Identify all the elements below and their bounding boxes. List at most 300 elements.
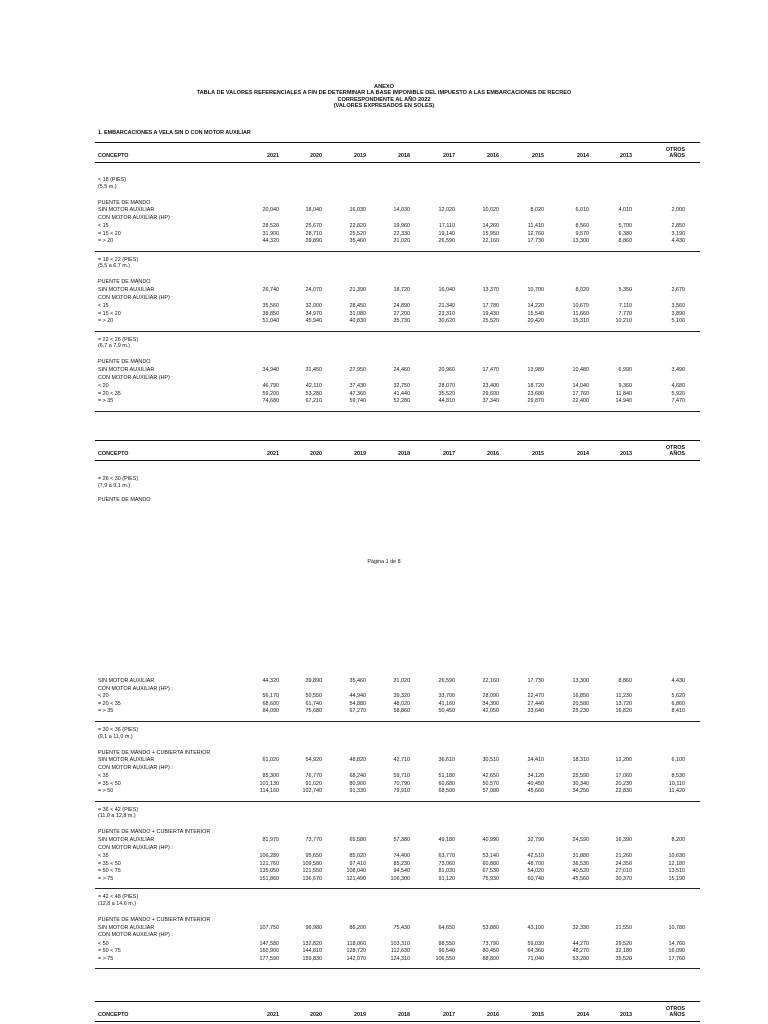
- row-label: = > 75: [98, 875, 114, 882]
- horizontal-rule: [95, 460, 700, 461]
- table-cell: 51,040: [262, 318, 279, 325]
- table-cell: 2,670: [671, 287, 685, 293]
- table-cell: 17,730: [527, 238, 544, 245]
- table-cell: 27,440: [527, 700, 544, 707]
- table-cell: 13,370: [482, 287, 499, 293]
- table-cell: 34,970: [305, 310, 322, 317]
- otros-header-2: AÑOS: [669, 451, 685, 457]
- row-label: = > 50: [98, 788, 114, 795]
- table-cell: 16,820: [615, 708, 632, 715]
- table-cell: 6,990: [618, 366, 632, 373]
- year-header: 2017: [443, 451, 455, 457]
- table-cell: 17,110: [438, 223, 455, 230]
- table-cell: 102,740: [302, 788, 322, 795]
- table-cell: 121,550: [302, 868, 322, 875]
- otros-header-1: OTROS: [665, 1006, 685, 1012]
- table-cell: 13,720: [615, 700, 632, 707]
- table-cell: 9,570: [575, 230, 589, 237]
- table-cell: 101,130: [259, 780, 279, 787]
- table-cell: 25,520: [482, 318, 499, 325]
- table-cell: 88,800: [482, 955, 499, 962]
- table-cell: 10,700: [527, 287, 544, 293]
- table-cell: 7,770: [618, 310, 632, 317]
- table-cell: 10,020: [482, 207, 499, 214]
- table-cell: 73,790: [482, 940, 499, 947]
- row-label: < 15: [98, 223, 109, 230]
- header-line: TABLA DE VALORES REFERENCIALES A FIN DE DETERMINAR LA BASE IMPONIBLE DEL IMPUESTO A LAS EMBARCACIONES DE RECREO: [196, 90, 572, 97]
- table-cell: 20,960: [438, 366, 455, 373]
- row-label: = 20 < 35: [98, 700, 121, 707]
- table-cell: 10,480: [572, 366, 589, 373]
- table-cell: 61,740: [305, 700, 322, 707]
- table-cell: 44,320: [262, 238, 279, 245]
- table-cell: 31,020: [393, 678, 410, 684]
- year-header: 2021: [267, 153, 279, 159]
- meters-label: (9,1 a 11,0 m.): [98, 733, 133, 740]
- table-cell: 106,550: [435, 955, 455, 962]
- table-cell: 75,430: [393, 924, 410, 931]
- table-cell: 147,580: [259, 940, 279, 947]
- table-cell: 30,370: [615, 875, 632, 882]
- row-label: = 50 < 75: [98, 948, 121, 955]
- table-cell: 59,740: [349, 398, 366, 405]
- table-cell: 24,460: [393, 366, 410, 373]
- table-cell: 50,570: [482, 780, 499, 787]
- table-cell: 95,650: [305, 853, 322, 859]
- table-cell: 8,560: [575, 223, 589, 230]
- table-cell: 25,230: [572, 708, 589, 715]
- range-label: = 18 < 22 (PIES): [98, 256, 139, 263]
- table-cell: 5,100: [671, 318, 685, 325]
- table-cell: 29,600: [482, 390, 499, 397]
- table-cell: 57,380: [393, 837, 410, 843]
- table-cell: 75,680: [305, 708, 322, 715]
- row-label: = 20 < 35: [98, 390, 121, 397]
- row-label: < 35: [98, 853, 109, 859]
- year-header: 2015: [532, 153, 544, 159]
- row-label: < 20: [98, 382, 109, 389]
- table-cell: 53,280: [305, 390, 322, 397]
- row-label: CON MOTOR AUXILIAR (HP) :: [98, 844, 173, 851]
- row-label: SIN MOTOR AUXILIAR: [98, 924, 155, 931]
- header-line: ANEXO: [374, 84, 394, 90]
- horizontal-rule: [95, 1001, 700, 1002]
- horizontal-rule: [95, 411, 700, 412]
- year-header: 2020: [310, 1012, 322, 1018]
- table-cell: 18,720: [527, 382, 544, 389]
- year-header: 2014: [577, 1012, 589, 1018]
- table-cell: 32,750: [393, 382, 410, 389]
- table-cell: 40,830: [349, 318, 366, 325]
- table-cell: 121,760: [259, 860, 279, 867]
- table-cell: 74,400: [393, 853, 410, 859]
- table-cell: 144,810: [302, 948, 322, 955]
- table-cell: 91,330: [349, 788, 366, 795]
- year-header: 2015: [532, 1012, 544, 1018]
- table-cell: 16,390: [615, 837, 632, 843]
- table-cell: 67,530: [482, 868, 499, 875]
- table-cell: 48,820: [349, 757, 366, 764]
- range-label: = 22 < 26 (PIES): [98, 336, 139, 343]
- table-cell: 6,380: [618, 230, 632, 237]
- page-footer: Página 1 de 8: [367, 559, 401, 565]
- year-header: 2019: [354, 1012, 366, 1018]
- table-cell: 15,310: [572, 318, 589, 325]
- row-label: < 20: [98, 693, 109, 700]
- horizontal-rule: [95, 440, 700, 441]
- table-cell: 96,540: [438, 948, 455, 955]
- row-label: < 35: [98, 773, 109, 780]
- table-cell: 28,520: [262, 223, 279, 230]
- table-cell: 106,280: [259, 853, 279, 859]
- table-cell: 85,300: [262, 773, 279, 780]
- table-cell: 34,250: [572, 788, 589, 795]
- table-cell: 41,440: [393, 390, 410, 397]
- row-label: PUENTE DE MANDO: [98, 199, 151, 206]
- table-cell: 28,710: [305, 230, 322, 237]
- table-cell: 32,330: [572, 924, 589, 931]
- table-cell: 14,220: [527, 303, 544, 309]
- table-cell: 18,310: [572, 757, 589, 764]
- table-cell: 65,580: [349, 837, 366, 843]
- table-cell: 124,310: [390, 955, 410, 962]
- table-cell: 35,460: [349, 678, 366, 684]
- range-label: = 42 < 48 (PIES): [98, 894, 139, 901]
- table-cell: 44,940: [349, 693, 366, 700]
- table-cell: 32,790: [527, 837, 544, 843]
- table-cell: 56,170: [262, 693, 279, 700]
- table-cell: 67,270: [349, 708, 366, 715]
- table-cell: 16,040: [438, 287, 455, 293]
- table-cell: 88,550: [438, 940, 455, 947]
- table-cell: 142,070: [346, 955, 366, 962]
- row-label: SIN MOTOR AUXILIAR: [98, 678, 155, 684]
- table-cell: 42,710: [393, 757, 410, 764]
- table-cell: 50,550: [305, 693, 322, 700]
- header-line: (VALORES EXPRESADOS EN SOLES): [333, 102, 435, 109]
- table-cell: 106,300: [390, 875, 410, 882]
- table-cell: 22,820: [349, 223, 366, 230]
- table-cell: 107,750: [259, 924, 279, 931]
- row-label: = > 75: [98, 955, 114, 962]
- table-cell: 20,230: [615, 780, 632, 787]
- table-cell: 17,060: [615, 773, 632, 780]
- table-cell: 46,790: [262, 382, 279, 389]
- table-cell: 12,020: [438, 207, 455, 214]
- row-label: PUENTE DE MANDO + CUBIERTA INTERIOR: [98, 829, 211, 836]
- table-cell: 35,560: [262, 303, 279, 309]
- concept-header: CONCEPTO: [98, 153, 129, 159]
- table-cell: 21,550: [615, 924, 632, 931]
- row-label: CON MOTOR AUXILIAR (HP) :: [98, 932, 173, 939]
- table-cell: 6,010: [575, 207, 589, 214]
- table-cell: 59,200: [262, 390, 279, 397]
- meters-label: (7,9 a 9,1 m.): [98, 482, 131, 489]
- table-cell: 4,010: [618, 207, 632, 214]
- table-cell: 13,510: [668, 868, 685, 875]
- table-cell: 73,060: [438, 860, 455, 867]
- table-cell: 30,340: [572, 780, 589, 787]
- table-cell: 21,390: [349, 287, 366, 293]
- row-label: CON MOTOR AUXILIAR (HP) :: [98, 214, 173, 221]
- table-cell: 33,640: [527, 708, 544, 715]
- table-cell: 114,160: [259, 788, 279, 795]
- table-cell: 79,910: [393, 788, 410, 795]
- row-label: SIN MOTOR AUXILIAR: [98, 207, 155, 214]
- table-cell: 12,200: [615, 757, 632, 764]
- table-cell: 29,520: [615, 940, 632, 947]
- table-cell: 22,330: [393, 230, 410, 237]
- table-cell: 61,020: [262, 757, 279, 764]
- table-cell: 97,410: [349, 860, 366, 867]
- table-cell: 28,070: [438, 382, 455, 389]
- table-cell: 6,100: [671, 757, 685, 764]
- table-cell: 37,430: [349, 382, 366, 389]
- table-cell: 118,060: [346, 940, 366, 947]
- row-label: CON MOTOR AUXILIAR (HP) :: [98, 685, 173, 692]
- range-label: < 18 (PIES): [98, 177, 127, 183]
- table-cell: 132,820: [302, 940, 322, 947]
- table-cell: 44,810: [438, 398, 455, 405]
- table-cell: 5,920: [671, 390, 685, 397]
- table-cell: 45,560: [572, 875, 589, 882]
- table-cell: 108,040: [346, 868, 366, 875]
- year-header: 2018: [398, 451, 410, 457]
- table-cell: 25,590: [572, 773, 589, 780]
- table-cell: 85,230: [393, 860, 410, 867]
- table-cell: 109,580: [302, 860, 322, 867]
- table-cell: 75,930: [482, 875, 499, 882]
- table-cell: 24,890: [393, 303, 410, 309]
- row-label: CON MOTOR AUXILIAR (HP) :: [98, 374, 173, 381]
- table-cell: 13,300: [572, 238, 589, 245]
- table-cell: 54,020: [527, 868, 544, 875]
- table-cell: 39,320: [393, 693, 410, 700]
- table-cell: 68,240: [349, 773, 366, 780]
- table-cell: 48,700: [527, 860, 544, 867]
- table-cell: 8,020: [575, 287, 589, 293]
- table-cell: 45,660: [527, 788, 544, 795]
- table-cell: 15,540: [527, 310, 544, 317]
- year-header: 2016: [487, 451, 499, 457]
- header-line: CORRESPONDIENTE AL AÑO 2022: [337, 96, 431, 103]
- horizontal-rule: [95, 142, 700, 143]
- table-cell: 64,360: [527, 948, 544, 955]
- table-cell: 10,630: [668, 853, 685, 859]
- table-cell: 73,770: [305, 837, 322, 843]
- table-cell: 36,610: [438, 757, 455, 764]
- table-cell: 94,540: [393, 868, 410, 875]
- table-cell: 40,520: [572, 868, 589, 875]
- table-cell: 74,680: [262, 398, 279, 405]
- year-header: 2019: [354, 153, 366, 159]
- table-cell: 3,190: [671, 230, 685, 237]
- table-cell: 14,030: [393, 207, 410, 214]
- table-cell: 14,260: [482, 223, 499, 230]
- row-label: PUENTE DE MANDO + CUBIERTA INTERIOR: [98, 749, 211, 756]
- table-cell: 16,850: [572, 693, 589, 700]
- horizontal-rule: [95, 1021, 700, 1022]
- table-cell: 40,990: [482, 837, 499, 843]
- table-cell: 34,940: [262, 366, 279, 373]
- table-cell: 22,160: [482, 238, 499, 245]
- table-cell: 29,870: [527, 398, 544, 405]
- meters-label: (5,5 m.): [98, 183, 117, 190]
- meters-label: (6,7 a 7,9 m.): [98, 343, 131, 350]
- section-title: 1. EMBARCACIONES A VELA SIN O CON MOTOR AUXILIAR: [98, 130, 251, 136]
- table-cell: 43,100: [527, 924, 544, 931]
- table-cell: 51,180: [438, 773, 455, 780]
- table-cell: 15,950: [482, 230, 499, 237]
- row-label: = > 35: [98, 708, 114, 715]
- table-cell: 27,200: [393, 310, 410, 317]
- row-label: = 15 < 20: [98, 310, 121, 317]
- table-cell: 25,670: [305, 223, 322, 230]
- year-header: 2014: [577, 451, 589, 457]
- table-cell: 23,310: [438, 310, 455, 317]
- year-header: 2013: [620, 1012, 632, 1018]
- table-cell: 39,890: [305, 238, 322, 245]
- table-cell: 31,450: [305, 366, 322, 373]
- table-cell: 81,970: [262, 837, 279, 843]
- table-cell: 25,520: [349, 230, 366, 237]
- meters-label: (12,8 a 14,6 m.): [98, 900, 137, 907]
- table-cell: 4,430: [671, 238, 685, 245]
- table-cell: 39,890: [305, 678, 322, 684]
- table-cell: 27,950: [349, 366, 366, 373]
- table-cell: 22,400: [572, 398, 589, 405]
- table-cell: 8,860: [618, 238, 632, 245]
- table-cell: 96,980: [305, 924, 322, 931]
- row-label: SIN MOTOR AUXILIAR: [98, 757, 155, 764]
- table-cell: 13,980: [527, 366, 544, 373]
- table-cell: 14,040: [572, 382, 589, 389]
- table-cell: 31,880: [572, 853, 589, 859]
- table-cell: 17,470: [482, 366, 499, 373]
- row-label: PUENTE DE MANDO: [98, 359, 151, 366]
- table-cell: 86,200: [349, 924, 366, 931]
- table-cell: 3,490: [671, 366, 685, 373]
- row-label: = > 20: [98, 238, 114, 245]
- horizontal-rule: [95, 968, 700, 969]
- year-header: 2020: [310, 153, 322, 159]
- table-cell: 12,760: [527, 230, 544, 237]
- row-label: PUENTE DE MANDO: [98, 497, 151, 503]
- row-label: CON MOTOR AUXILIAR (HP) :: [98, 294, 173, 301]
- year-header: 2021: [267, 1012, 279, 1018]
- table-cell: 23,680: [527, 390, 544, 397]
- table-cell: 27,010: [615, 868, 632, 875]
- table-cell: 160,900: [259, 948, 279, 955]
- table-cell: 26,590: [438, 238, 455, 245]
- table-cell: 84,090: [262, 708, 279, 715]
- row-label: SIN MOTOR AUXILIAR: [98, 287, 155, 293]
- row-label: CON MOTOR AUXILIAR (HP) :: [98, 764, 173, 771]
- table-cell: 30,620: [438, 318, 455, 325]
- table-cell: 80,900: [349, 780, 366, 787]
- table-cell: 18,040: [305, 207, 322, 214]
- table-cell: 20,580: [572, 700, 589, 707]
- range-label: = 30 < 36 (PIES): [98, 727, 139, 733]
- table-cell: 22,470: [527, 693, 544, 700]
- table-cell: 11,660: [572, 310, 589, 317]
- table-cell: 23,400: [482, 382, 499, 389]
- table-cell: 60,680: [438, 780, 455, 787]
- table-cell: 68,600: [262, 700, 279, 707]
- year-header: 2016: [487, 1012, 499, 1018]
- table-cell: 15,190: [668, 875, 685, 882]
- table-cell: 57,080: [482, 788, 499, 795]
- table-cell: 48,270: [572, 948, 589, 955]
- table-cell: 59,030: [527, 940, 544, 947]
- table-cell: 13,300: [572, 678, 589, 684]
- table-cell: 11,410: [527, 223, 544, 230]
- otros-header-1: OTROS: [665, 147, 685, 153]
- table-cell: 30,510: [482, 757, 499, 764]
- otros-header-2: AÑOS: [669, 153, 685, 159]
- table-cell: 7,110: [618, 303, 632, 309]
- table-cell: 24,590: [572, 837, 589, 843]
- table-cell: 3,890: [671, 310, 685, 317]
- table-cell: 8,410: [671, 708, 685, 715]
- table-cell: 81,030: [438, 868, 455, 875]
- table-cell: 91,120: [438, 875, 455, 882]
- table-cell: 34,120: [527, 773, 544, 780]
- year-header: 2021: [267, 451, 279, 457]
- concept-header: CONCEPTO: [98, 451, 129, 457]
- table-cell: 11,420: [668, 788, 685, 795]
- table-cell: 42,510: [527, 853, 544, 859]
- row-label: SIN MOTOR AUXILIAR: [98, 366, 155, 373]
- table-cell: 20,040: [262, 207, 279, 214]
- concept-header: CONCEPTO: [98, 1012, 129, 1018]
- row-label: SIN MOTOR AUXILIAR: [98, 837, 155, 843]
- horizontal-rule: [95, 721, 700, 722]
- row-label: = > 35: [98, 398, 114, 405]
- horizontal-rule: [95, 251, 700, 252]
- table-cell: 10,110: [668, 780, 685, 787]
- table-cell: 103,310: [390, 940, 410, 947]
- meters-label: (11,0 a 12,8 m.): [98, 813, 136, 820]
- table-cell: 59,710: [393, 773, 410, 780]
- row-label: PUENTE DE MANDO: [98, 279, 151, 286]
- table-cell: 22,830: [615, 788, 632, 795]
- table-cell: 22,160: [482, 678, 499, 684]
- horizontal-rule: [95, 162, 700, 163]
- table-cell: 10,780: [668, 924, 685, 931]
- table-cell: 8,200: [671, 837, 685, 843]
- table-cell: 54,880: [349, 700, 366, 707]
- table-cell: 5,700: [618, 223, 632, 230]
- table-cell: 45,940: [305, 318, 322, 325]
- year-header: 2020: [310, 451, 322, 457]
- table-cell: 135,050: [259, 868, 279, 875]
- table-cell: 20,420: [527, 318, 544, 325]
- table-cell: 21,340: [438, 303, 455, 309]
- horizontal-rule: [95, 331, 700, 332]
- table-cell: 53,140: [482, 853, 499, 859]
- table-cell: 14,940: [615, 398, 632, 405]
- table-cell: 19,140: [438, 230, 455, 237]
- table-cell: 11,840: [615, 390, 632, 397]
- table-cell: 36,530: [572, 860, 589, 867]
- table-cell: 24,410: [527, 757, 544, 764]
- row-label: PUENTE DE MANDO + CUBIERTA INTERIOR: [98, 916, 211, 923]
- table-cell: 10,670: [572, 303, 589, 309]
- row-label: = 15 < 20: [98, 230, 121, 237]
- table-cell: 151,860: [259, 875, 279, 882]
- table-cell: 60,880: [482, 860, 499, 867]
